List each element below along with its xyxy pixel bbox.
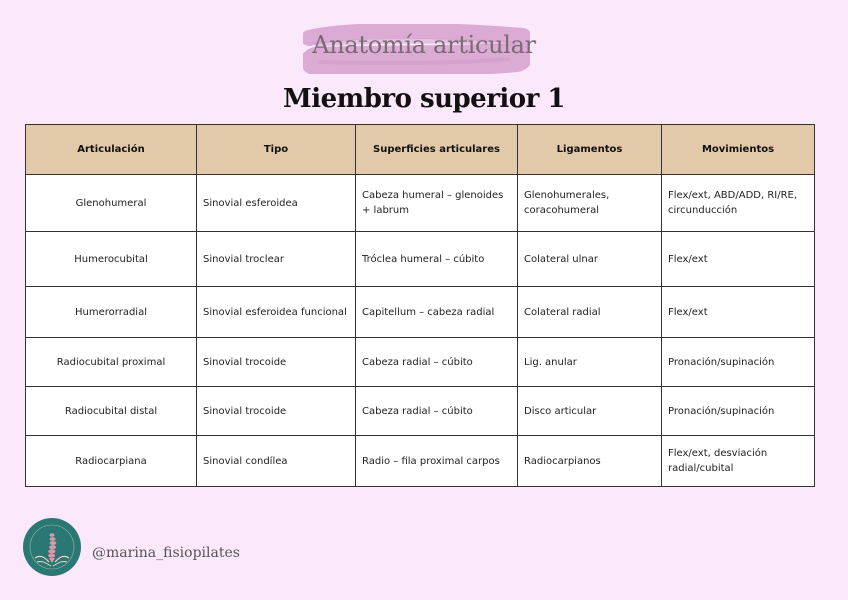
table-row — [26, 338, 815, 387]
page-title: Miembro superior 1 — [282, 84, 565, 114]
table-row — [26, 175, 815, 232]
cell-ligamentos: Radiocarpianos — [518, 436, 662, 487]
articulations-table — [25, 124, 815, 487]
cell-ligamentos: Lig. anular — [518, 338, 662, 387]
cell-tipo: Sinovial trocoide — [197, 387, 356, 436]
table-row — [26, 387, 815, 436]
cell-ligamentos: Disco articular — [518, 387, 662, 436]
social-handle: @marina_fisiopilates — [92, 545, 240, 561]
column-header-ligamentos: Ligamentos — [518, 125, 662, 175]
cell-tipo: Sinovial esferoidea — [197, 175, 356, 232]
cell-movimientos: Flex/ext, desviación radial/cubital — [662, 436, 815, 487]
cell-superficies: Tróclea humeral – cúbito — [356, 232, 518, 287]
cell-movimientos: Flex/ext — [662, 287, 815, 338]
cell-articulacion: Glenohumeral — [26, 175, 197, 232]
cell-superficies: Cabeza radial – cúbito — [356, 387, 518, 436]
cell-tipo: Sinovial esferoidea funcional — [197, 287, 356, 338]
cell-articulacion: Humerorradial — [26, 287, 197, 338]
table-row — [26, 436, 815, 487]
column-header-superficies: Superficies articulares — [356, 125, 518, 175]
column-header-tipo: Tipo — [197, 125, 356, 175]
column-header-movimientos: Movimientos — [662, 125, 815, 175]
cell-superficies: Radio – fila proximal carpos — [356, 436, 518, 487]
cell-superficies: Cabeza radial – cúbito — [356, 338, 518, 387]
page-subtitle: Anatomía articular — [312, 31, 536, 59]
cell-ligamentos: Colateral ulnar — [518, 232, 662, 287]
table-row — [26, 232, 815, 287]
cell-movimientos: Flex/ext — [662, 232, 815, 287]
cell-superficies: Capitellum – cabeza radial — [356, 287, 518, 338]
cell-articulacion: Radiocubital proximal — [26, 338, 197, 387]
cell-tipo: Sinovial troclear — [197, 232, 356, 287]
cell-movimientos: Pronación/supinación — [662, 338, 815, 387]
cell-superficies: Cabeza humeral – glenoides + labrum — [356, 175, 518, 232]
cell-articulacion: Radiocubital distal — [26, 387, 197, 436]
table-header-row — [26, 125, 815, 175]
cell-articulacion: Humerocubital — [26, 232, 197, 287]
column-header-articulacion: Articulación — [26, 125, 197, 175]
table-row — [26, 287, 815, 338]
cell-articulacion: Radiocarpiana — [26, 436, 197, 487]
cell-ligamentos: Glenohumerales, coracohumeral — [518, 175, 662, 232]
cell-movimientos: Pronación/supinación — [662, 387, 815, 436]
cell-ligamentos: Colateral radial — [518, 287, 662, 338]
cell-tipo: Sinovial condílea — [197, 436, 356, 487]
cell-movimientos: Flex/ext, ABD/ADD, RI/RE, circunducción — [662, 175, 815, 232]
cell-tipo: Sinovial trocoide — [197, 338, 356, 387]
spine-logo-icon — [23, 518, 81, 576]
